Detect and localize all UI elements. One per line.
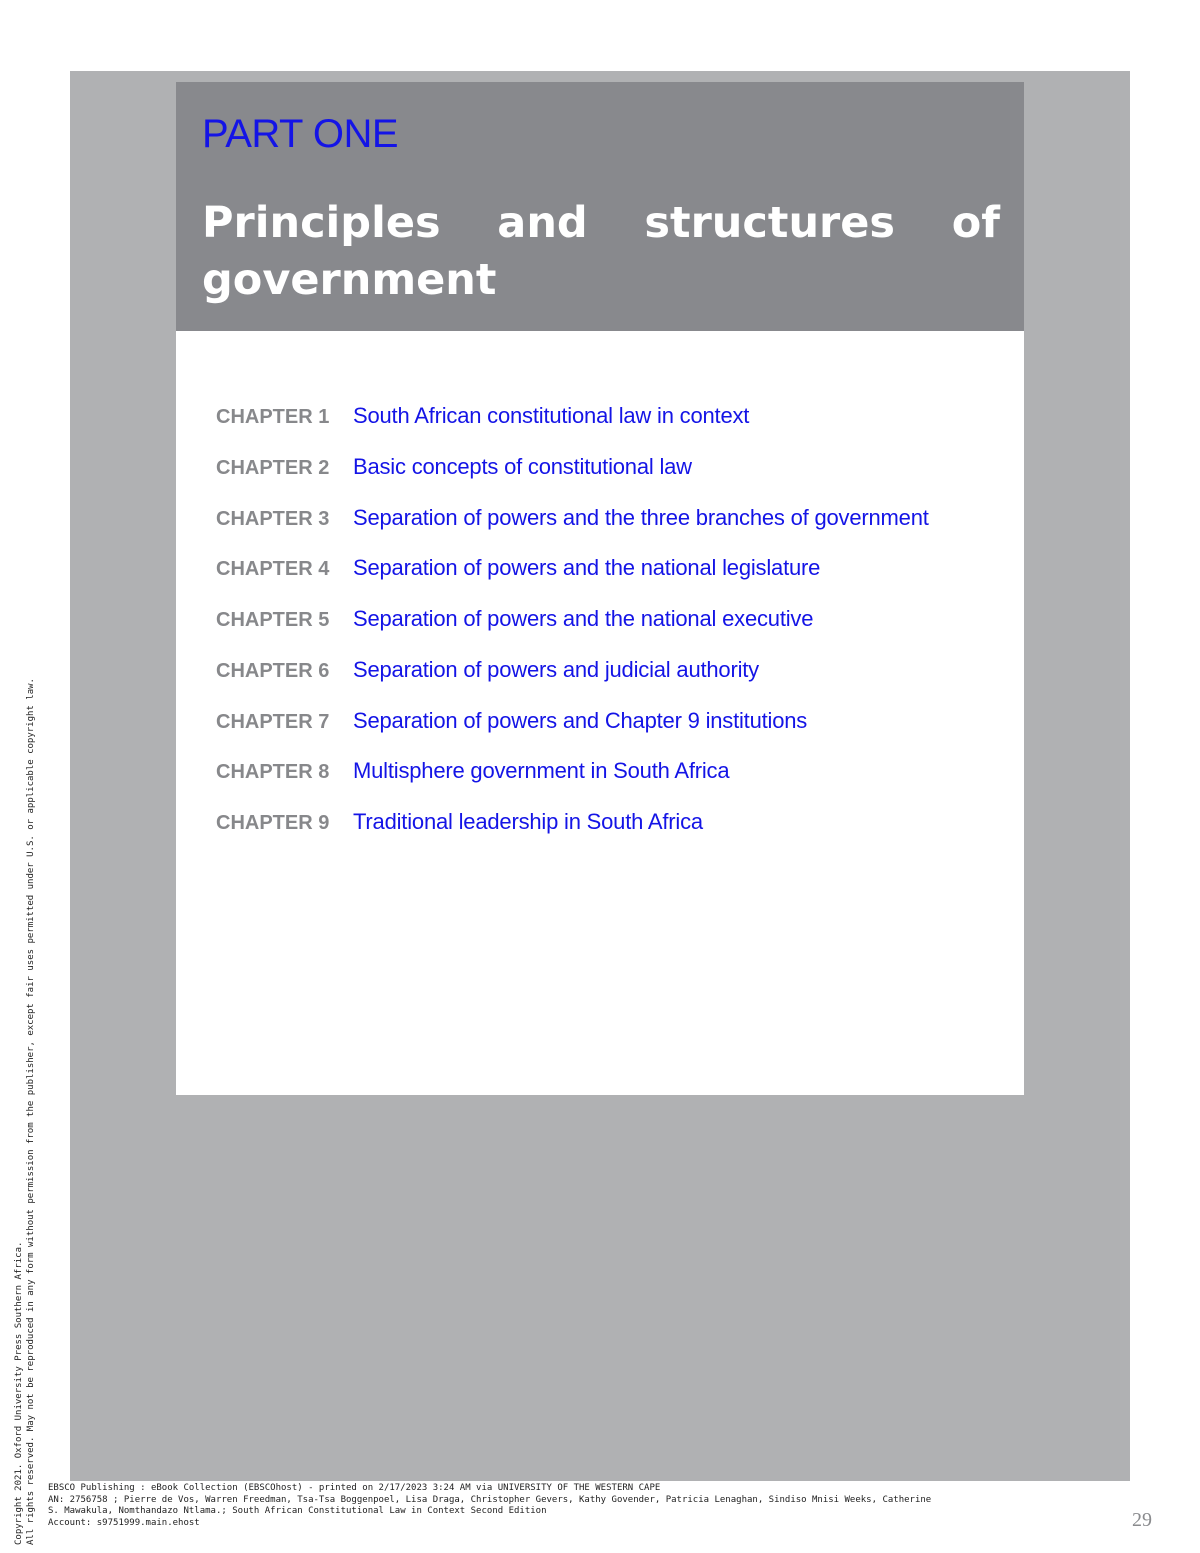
chapter-title-link[interactable]: Separation of powers and the national legislature [353, 555, 821, 581]
chapter-title-link[interactable]: South African constitutional law in context [353, 403, 750, 428]
chapter-number: CHAPTER 8 [216, 761, 330, 784]
part-title: Principles and structures of government [202, 198, 1000, 305]
chapter-number: CHAPTER 3 [216, 507, 330, 530]
chapter-title-link[interactable]: Separation of powers and judicial authority [353, 656, 759, 682]
copyright-line: All rights reserved. May not be reproduced in any form without permission from the publisher, except fair uses permitted under U.S. or applicable copyright law. [26, 678, 36, 1545]
table-of-contents [216, 403, 929, 860]
ebsco-footer [48, 1483, 1196, 1529]
toc-entry-9[interactable] [216, 809, 929, 860]
toc-entry-8[interactable] [216, 758, 929, 809]
chapter-title-link[interactable]: Traditional leadership in South Africa [353, 809, 703, 834]
chapter-number: CHAPTER 7 [216, 710, 330, 733]
toc-entry-7[interactable] [216, 708, 929, 759]
footer-line: AN: 2756758 ; Pierre de Vos, Warren Freedman, Tsa-Tsa Boggenpoel, Lisa Draga, Christopher Gevers, Kathy Govender, Patricia Lenaghan, Sindiso Mnisi Weeks, Catherine [48, 1494, 932, 1505]
toc-entry-4[interactable] [216, 555, 929, 606]
chapter-number: CHAPTER 6 [216, 659, 330, 682]
chapter-number: CHAPTER 4 [216, 558, 330, 581]
toc-entry-3[interactable] [216, 505, 929, 556]
chapter-number: CHAPTER 9 [216, 812, 330, 834]
toc-entry-6[interactable] [216, 657, 929, 708]
footer-line: EBSCO Publishing : eBook Collection (EBSCOhost) - printed on 2/17/2023 3:24 AM via UNIVERSITY OF THE WESTERN CAPE [48, 1483, 661, 1493]
chapter-title-link[interactable]: Multisphere government in South Africa [353, 758, 730, 784]
page-number: 29 [1132, 1509, 1152, 1531]
chapter-number: CHAPTER 5 [216, 609, 330, 631]
chapter-title-link[interactable]: Separation of powers and the three branches of government [353, 504, 929, 530]
toc-entry-2[interactable] [216, 454, 929, 505]
chapter-title-link[interactable]: Separation of powers and the national executive [353, 606, 814, 631]
toc-entry-5[interactable] [216, 606, 929, 657]
footer-line: S. Mawakula, Nomthandazo Ntlama.; South African Constitutional Law in Context Second Edition [48, 1506, 547, 1516]
part-label: PART ONE [202, 112, 399, 156]
footer-line: Account: s9751999.main.ehost [48, 1517, 200, 1528]
toc-entry-1[interactable] [216, 403, 929, 454]
copyright-line: Copyright 2021. Oxford University Press Southern Africa. [14, 1241, 24, 1545]
copyright-notice [13, 678, 37, 1545]
chapter-number: CHAPTER 2 [216, 456, 330, 479]
chapter-number: CHAPTER 1 [216, 406, 330, 428]
chapter-title-link[interactable]: Separation of powers and Chapter 9 institutions [353, 707, 808, 733]
chapter-title-link[interactable]: Basic concepts of constitutional law [353, 453, 692, 479]
